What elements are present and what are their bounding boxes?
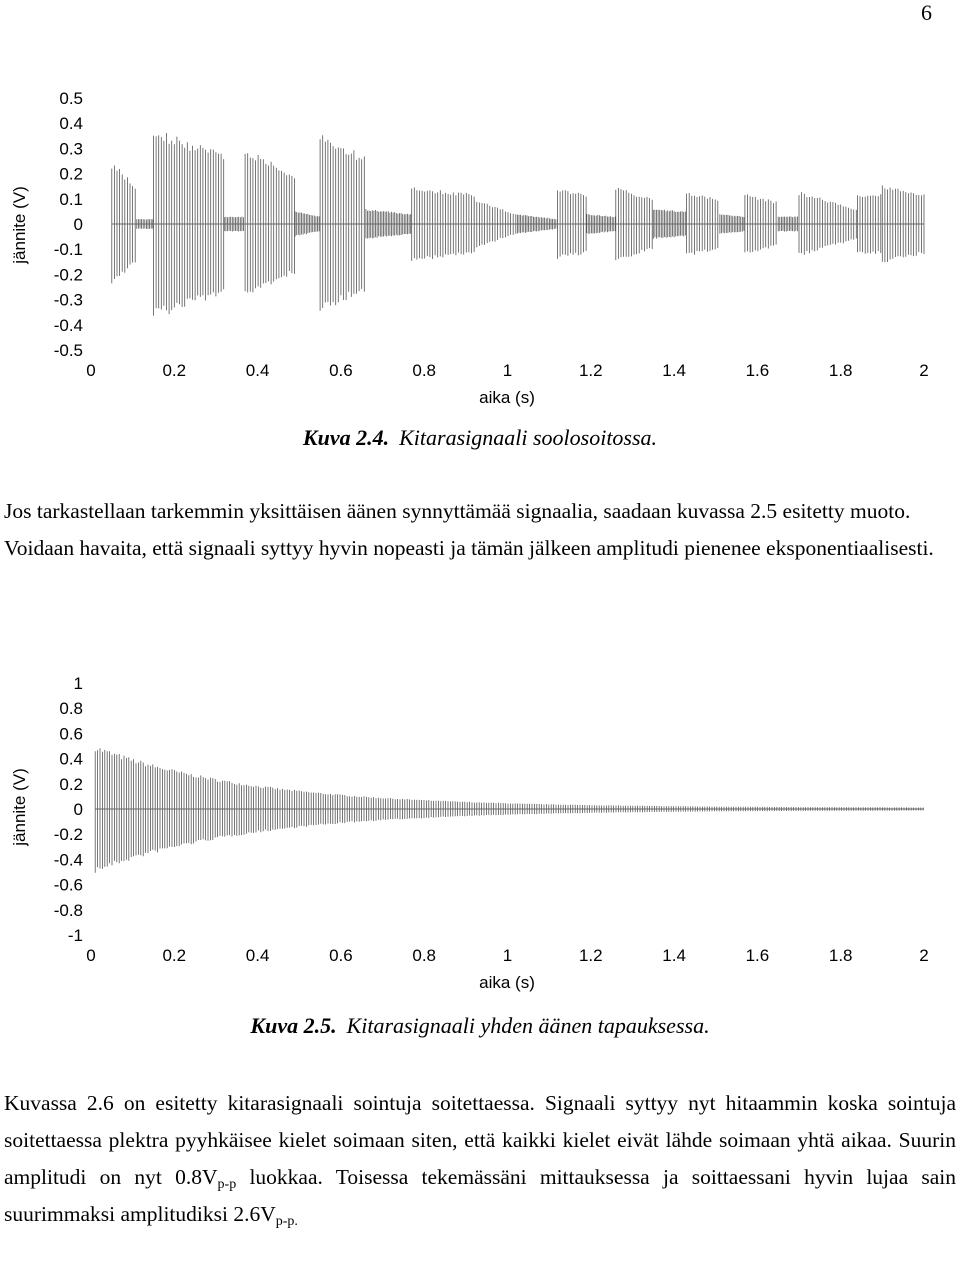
y-tick-label: -0.1 xyxy=(53,240,83,260)
figure2-caption xyxy=(0,1013,960,1039)
paragraph-2: Kuvassa 2.6 on esitetty kitarasignaali sointuja soitettaessa. Signaali syttyy nyt hitaammin koska sointuja soitettaessa plektra pyyhkäisee kielet soimaan siten, että kaikki kielet eivät lähde soimaan yhtä aikaa. Suurin amplitudi on nyt $0.8V_{p-p}$ luokkaa. Toisessa tekemässäni mittauksessa ja soittaessani hyvin lujaa sain suurimmaksi amplitudiksi $2.6V_{p-p.}$ xyxy=(4,1091,956,1229)
x-axis-label: aika (s) xyxy=(479,388,535,407)
y-tick-label: 0.4 xyxy=(59,749,83,769)
y-tick-label: -0.2 xyxy=(53,265,83,285)
y-tick-label: -1 xyxy=(67,926,83,945)
y-tick-labels xyxy=(54,674,83,945)
waveform xyxy=(112,133,924,316)
x-tick-label: 1 xyxy=(502,946,513,965)
y-tick-label: 0.4 xyxy=(59,114,83,134)
figure1-caption xyxy=(0,425,960,451)
y-tick-label: 1 xyxy=(73,674,83,693)
caption-number: Kuva 2.4. xyxy=(302,425,390,450)
x-tick-labels xyxy=(86,361,928,380)
y-tick-label: 0.2 xyxy=(59,774,83,794)
x-tick-label: 1.4 xyxy=(662,361,686,380)
y-tick-label: -0.5 xyxy=(53,341,83,360)
y-tick-label: -0.2 xyxy=(53,825,83,845)
x-tick-label: 1 xyxy=(502,361,513,380)
x-tick-label: 2 xyxy=(919,946,929,965)
x-tick-labels xyxy=(86,946,928,965)
x-tick-label: 1.6 xyxy=(745,946,770,965)
y-axis-label: jännite (V) xyxy=(10,768,29,846)
x-tick-label: 0.8 xyxy=(412,361,437,380)
x-tick-label: 0.2 xyxy=(162,361,187,380)
x-tick-label: 1.8 xyxy=(828,946,853,965)
x-tick-label: 1.2 xyxy=(578,946,603,965)
page-number: 6 xyxy=(921,0,932,25)
y-tick-labels xyxy=(54,89,83,360)
figure-solo-signal xyxy=(0,70,960,420)
y-tick-label: 0 xyxy=(73,800,83,819)
y-axis-label: jännite (V) xyxy=(10,186,29,264)
x-tick-label: 2 xyxy=(919,361,929,380)
y-tick-label: -0.3 xyxy=(53,290,83,310)
y-tick-label: -0.6 xyxy=(53,875,83,895)
x-tick-label: 1.6 xyxy=(745,361,770,380)
x-tick-label: 0.4 xyxy=(245,946,270,965)
y-tick-label: 0.2 xyxy=(59,164,83,184)
y-tick-label: -0.8 xyxy=(53,900,83,920)
y-tick-label: 0.8 xyxy=(59,699,83,719)
x-tick-label: 0.2 xyxy=(162,946,187,965)
figure-single-note xyxy=(0,655,960,1000)
chart-single-note xyxy=(0,655,960,1000)
x-tick-label: 1.2 xyxy=(578,361,603,380)
x-tick-label: 0.4 xyxy=(245,361,270,380)
y-tick-label: 0.5 xyxy=(59,89,83,108)
x-tick-label: 1.4 xyxy=(662,946,686,965)
y-tick-label: -0.4 xyxy=(53,315,83,335)
caption-text: Kitarasignaali soolosoitossa. xyxy=(399,425,658,450)
x-axis-label: aika (s) xyxy=(479,973,535,992)
x-tick-label: 0.6 xyxy=(329,946,353,965)
x-tick-label: 0 xyxy=(86,361,96,380)
y-tick-label: 0.1 xyxy=(59,189,83,209)
x-tick-label: 0.6 xyxy=(329,361,353,380)
x-tick-label: 0 xyxy=(86,946,96,965)
caption-text: Kitarasignaali yhden äänen tapauksessa. xyxy=(346,1013,710,1038)
y-tick-label: 0.3 xyxy=(59,139,83,159)
paragraph-1: Jos tarkastellaan tarkemmin yksittäisen äänen synnyttämää signaalia, saadaan kuvassa 2.5 esitetty muoto. Voidaan havaita, että signaali syttyy hyvin nopeasti ja tämän jälkeen amplitudi pienenee eksponentiaalisesti. xyxy=(4,499,934,560)
y-tick-label: -0.4 xyxy=(53,850,83,870)
waveform xyxy=(95,748,924,873)
chart-solo-signal xyxy=(0,70,960,420)
caption-number: Kuva 2.5. xyxy=(250,1013,337,1038)
y-tick-label: 0 xyxy=(73,215,83,234)
signal-trace xyxy=(95,748,923,873)
x-tick-label: 0.8 xyxy=(412,946,437,965)
x-tick-label: 1.8 xyxy=(828,361,853,380)
y-tick-label: 0.6 xyxy=(59,724,83,744)
